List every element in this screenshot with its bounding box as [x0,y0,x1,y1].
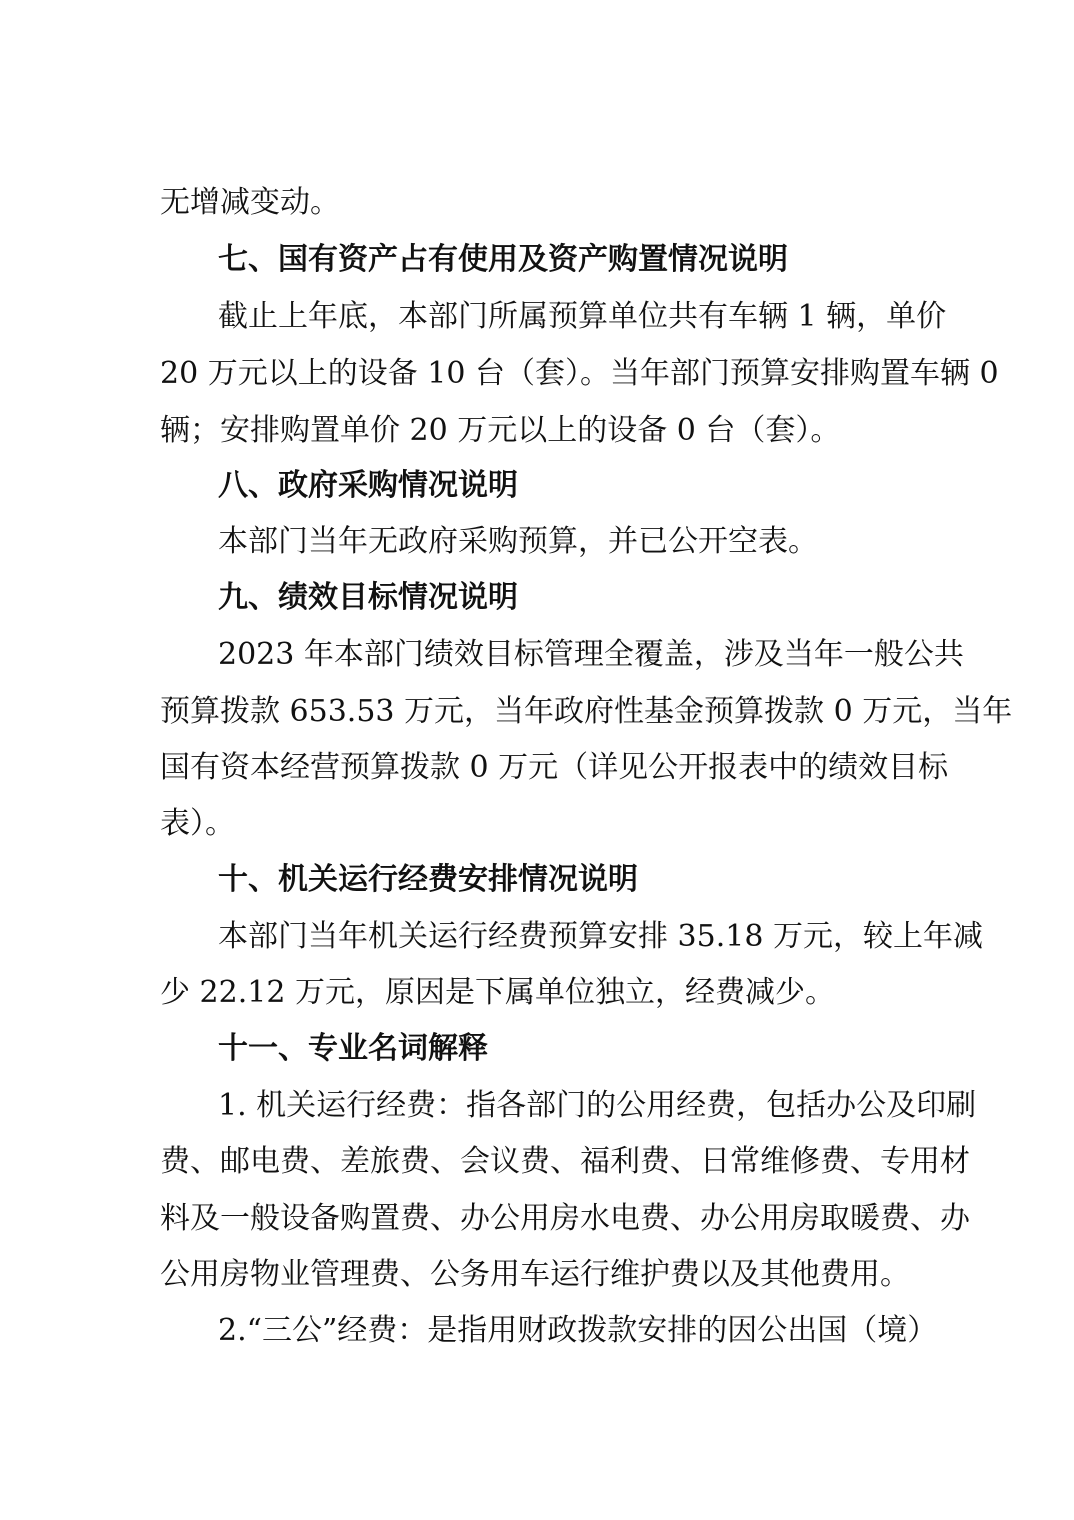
paragraph-line: 料及一般设备购置费、办公用房水电费、办公用房取暖费、办 [160,1201,970,1236]
paragraph-line: 本部门当年无政府采购预算，并已公开空表。 [218,524,818,559]
paragraph-line: 表）。 [160,806,235,841]
paragraph-line: 国有资本经营预算拨款 0 万元（详见公开报表中的绩效目标 [160,750,949,785]
paragraph-line: 1. 机关运行经费：指各部门的公用经费，包括办公及印刷 [218,1088,977,1123]
paragraph-line: 无增减变动。 [160,185,340,220]
paragraph-line: 截止上年底，本部门所属预算单位共有车辆 1 辆，单价 [218,299,947,334]
paragraph-line: 20 万元以上的设备 10 台（套）。当年部门预算安排购置车辆 0 [160,356,999,391]
paragraph-line: 2.“三公”经费：是指用财政拨款安排的因公出国（境） [218,1313,938,1348]
section-heading-11: 十一、专业名词解释 [218,1031,488,1066]
paragraph-line: 费、邮电费、差旅费、会议费、福利费、日常维修费、专用材 [160,1144,970,1179]
section-heading-10: 十、机关运行经费安排情况说明 [218,862,638,897]
paragraph-line: 辆；安排购置单价 20 万元以上的设备 0 台（套）。 [160,413,841,448]
paragraph-line: 预算拨款 653.53 万元，当年政府性基金预算拨款 0 万元，当年 [160,694,1013,729]
section-heading-8: 八、政府采购情况说明 [218,468,518,503]
paragraph-line: 本部门当年机关运行经费预算安排 35.18 万元，较上年减 [218,919,983,954]
paragraph-line: 2023 年本部门绩效目标管理全覆盖，涉及当年一般公共 [218,637,964,672]
section-heading-7: 七、国有资产占有使用及资产购置情况说明 [218,242,788,277]
paragraph-line: 公用房物业管理费、公务用车运行维护费以及其他费用。 [160,1257,910,1292]
section-heading-9: 九、绩效目标情况说明 [218,580,518,615]
paragraph-line: 少 22.12 万元，原因是下属单位独立，经费减少。 [160,975,835,1010]
